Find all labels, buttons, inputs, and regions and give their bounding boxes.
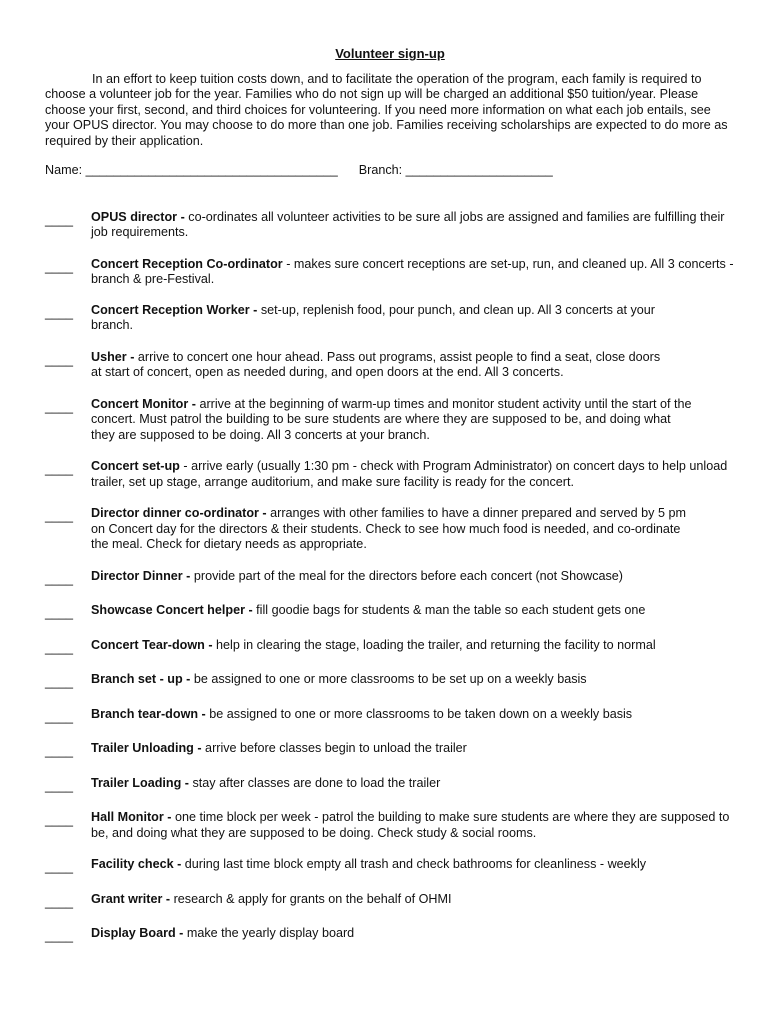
job-text: fill goodie bags for students & man the table so each student gets one	[252, 603, 646, 617]
job-text: arrive before classes begin to unload the trailer	[201, 741, 467, 755]
job-blank: ____	[45, 305, 74, 320]
signup-fields	[45, 163, 735, 179]
job-item	[45, 303, 735, 334]
job-name: Concert Tear-down -	[91, 637, 213, 652]
job-blank: ____	[45, 509, 74, 523]
job-description	[91, 603, 735, 619]
job-name: Concert Reception Worker -	[91, 302, 258, 317]
job-text: stay after classes are done to load the trailer	[188, 775, 441, 790]
job-name: Director Dinner -	[91, 568, 191, 583]
job-name: Trailer Unloading -	[91, 741, 202, 755]
job-description	[91, 776, 735, 792]
job-description	[91, 257, 735, 288]
job-blank: ____	[45, 571, 74, 586]
job-item	[45, 257, 735, 288]
job-text: set-up, replenish food, pour punch, and clean up. All 3 concerts at your branch.	[91, 302, 655, 332]
job-blank: ____	[45, 399, 74, 414]
job-item	[45, 350, 735, 381]
job-name: Facility check -	[91, 857, 182, 871]
name-line: ____________________________________	[85, 163, 338, 177]
job-description	[91, 638, 735, 654]
job-name: Grant writer -	[91, 891, 171, 906]
job-text: arranges with other families to have a dinner prepared and served by 5 pm on Concert day for the directors & their students. Check to see how much food is needed, and co-ordinate the meal. Check for dietary needs as appropriate.	[91, 506, 686, 551]
job-name: OPUS director -	[91, 209, 185, 224]
job-description	[91, 892, 735, 908]
job-blank: ____	[45, 813, 74, 827]
job-name: Trailer Loading -	[91, 775, 189, 790]
job-item	[45, 892, 735, 911]
job-description	[91, 926, 735, 942]
job-list	[45, 210, 735, 945]
job-description	[91, 506, 701, 553]
job-blank: ____	[45, 744, 74, 758]
job-blank: ____	[45, 606, 74, 620]
job-item	[45, 397, 735, 444]
intro-paragraph: In an effort to keep tuition costs down, and to facilitate the operation of the program, each family is required to choose a volunteer job for the year. Families who do not sign up will be charged an additional $50 tuition/year. Please choose your first, second, and third choices for volunteering. If you need more information on what each job entails, see your OPUS director. You may choose to do more than one job. Families receiving scholarships are expected to do more as required by their application.	[45, 71, 728, 148]
job-item	[45, 926, 735, 945]
job-description	[91, 707, 735, 723]
job-blank: ____	[45, 212, 74, 227]
job-blank: ____	[45, 352, 74, 367]
job-description	[91, 459, 735, 490]
job-blank: ____	[45, 894, 74, 909]
job-text: research & apply for grants on the behalf of OHMI	[170, 891, 452, 906]
job-item	[45, 707, 735, 726]
page-title: Volunteer sign-up	[335, 46, 445, 61]
job-name: Director dinner co-ordinator -	[91, 506, 267, 520]
job-item	[45, 603, 735, 622]
job-name: Display Board -	[91, 926, 184, 940]
job-item	[45, 638, 735, 657]
job-name: Branch tear-down -	[91, 706, 206, 721]
job-item	[45, 569, 735, 588]
job-name: Concert Reception Co-ordinator	[91, 256, 283, 271]
job-description	[91, 672, 735, 688]
job-item	[45, 776, 735, 795]
job-item	[45, 810, 735, 841]
job-description	[91, 210, 735, 241]
branch-line: _____________________	[405, 163, 553, 177]
document-page	[45, 46, 735, 945]
job-blank: ____	[45, 640, 74, 655]
job-text: arrive at the beginning of warm-up times and monitor student activity until the start of the concert. Must patrol the building to be sure students are where they are supposed to be, and doing what they are supposed to be doing. All 3 concerts at your branch.	[91, 396, 692, 442]
branch-label: Branch:	[358, 163, 403, 177]
job-text: during last time block empty all trash and check bathrooms for cleanliness - weekly	[181, 857, 647, 871]
job-description	[91, 350, 661, 381]
job-item	[45, 506, 735, 553]
job-item	[45, 459, 735, 490]
job-text: co-ordinates all volunteer activities to be sure all jobs are assigned and families are fulfilling their job requirements.	[91, 209, 725, 239]
job-text: - makes sure concert receptions are set-up, run, and cleaned up. All 3 concerts - branch & pre-Festival.	[91, 256, 734, 286]
job-text: - arrive early (usually 1:30 pm - check with Program Administrator) on concert days to help unload trailer, set up stage, arrange auditorium, and make sure facility is ready for the concert.	[91, 459, 728, 489]
job-name: Concert set-up	[91, 459, 180, 473]
job-item	[45, 672, 735, 691]
job-text: be assigned to one or more classrooms to be set up on a weekly basis	[190, 672, 587, 686]
job-description	[91, 569, 735, 585]
job-item	[45, 210, 735, 241]
job-blank: ____	[45, 709, 74, 724]
job-name: Showcase Concert helper -	[91, 603, 253, 617]
job-name: Usher -	[91, 349, 135, 364]
job-blank: ____	[45, 778, 74, 793]
job-item	[45, 741, 735, 760]
job-description	[91, 303, 681, 334]
job-item	[45, 857, 735, 876]
job-text: help in clearing the stage, loading the trailer, and returning the facility to normal	[212, 637, 656, 652]
job-blank: ____	[45, 860, 74, 874]
job-name: Branch set - up -	[91, 672, 191, 686]
job-text: arrive to concert one hour ahead. Pass out programs, assist people to find a seat, close doors at start of concert, open as needed during, and open doors at the end. All 3 concerts.	[91, 349, 661, 379]
job-description	[91, 397, 696, 444]
job-name: Concert Monitor -	[91, 396, 196, 411]
job-blank: ____	[45, 675, 74, 689]
job-description	[91, 741, 735, 757]
job-name: Hall Monitor -	[91, 810, 172, 824]
name-label: Name:	[45, 163, 83, 177]
job-blank: ____	[45, 929, 74, 943]
job-description	[91, 857, 735, 873]
job-text: provide part of the meal for the directors before each concert (not Showcase)	[190, 568, 623, 583]
job-blank: ____	[45, 462, 74, 476]
job-text: make the yearly display board	[183, 926, 355, 940]
job-description	[91, 810, 735, 841]
job-text: be assigned to one or more classrooms to be taken down on a weekly basis	[205, 706, 633, 721]
job-text: one time block per week - patrol the building to make sure students are where they are supposed to be, and doing what they are supposed to be doing. Check study & social rooms.	[91, 810, 730, 840]
job-blank: ____	[45, 259, 74, 274]
